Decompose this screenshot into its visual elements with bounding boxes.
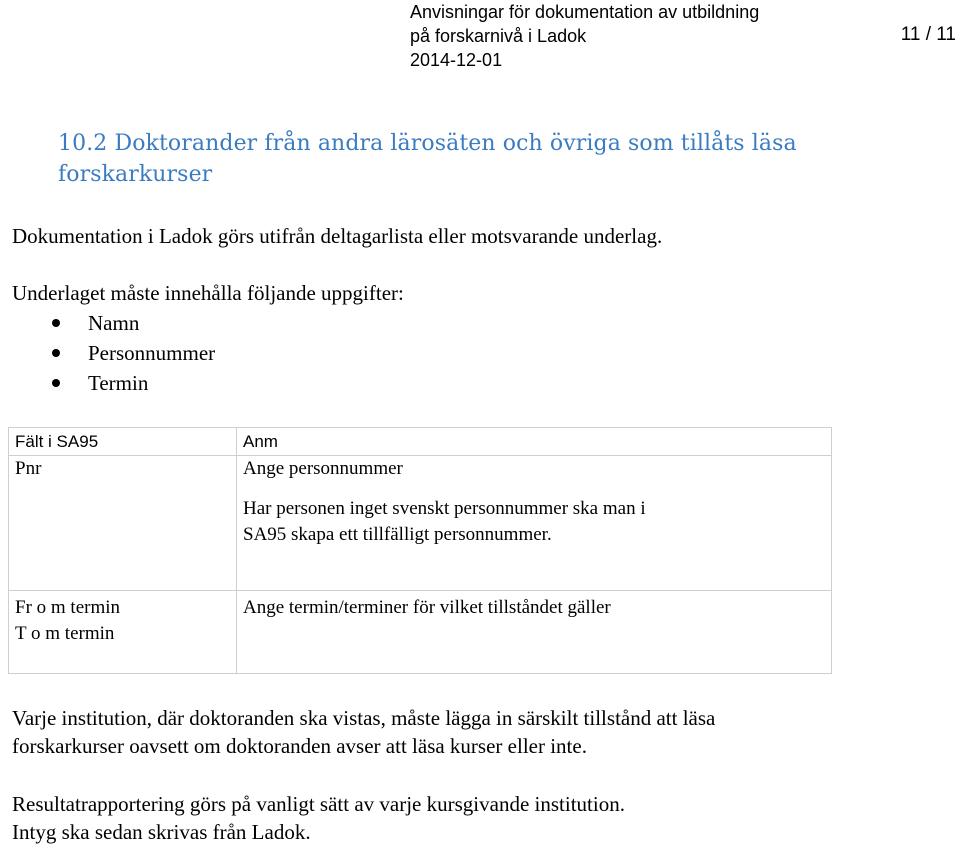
bullet-icon (52, 379, 60, 387)
table-row (9, 591, 832, 674)
field-note-extra: SA95 skapa ett tillfälligt personnummer. (243, 524, 552, 545)
field-note: Ange personnummer (243, 458, 403, 479)
table-header-cell (9, 428, 237, 456)
paragraph-reporting-line-2: Intyg ska sedan skrivas från Ladok. (12, 820, 311, 844)
table-cell (9, 456, 237, 591)
field-name: Fr o m termin (15, 597, 121, 618)
column-header-note: Anm (243, 432, 278, 451)
paragraph-permission-line-1: Varje institution, där doktoranden ska vistas, måste lägga in särskilt tillstånd att läsa (12, 706, 716, 730)
list-item-label: Namn (88, 311, 140, 335)
header-document-title: Anvisningar för dokumentation av utbildning (410, 2, 760, 22)
table-header-row (9, 428, 832, 456)
paragraph-permission-line-2: forskarkurser oavsett om doktoranden avser att läsa kurser eller inte. (12, 734, 587, 758)
column-header-field: Fält i SA95 (15, 432, 99, 451)
table-row (9, 456, 832, 591)
paragraph-requirements-intro: Underlaget måste innehålla följande uppgifter: (12, 281, 404, 305)
bullet-icon (52, 349, 60, 357)
field-note: Ange termin/terminer för vilket tillståndet gäller (243, 597, 611, 618)
list-item-label: Termin (88, 371, 149, 395)
table-cell (237, 591, 832, 674)
paragraph-documentation: Dokumentation i Ladok görs utifrån deltagarlista eller motsvarande underlag. (12, 224, 663, 248)
requirements-list (0, 308, 215, 398)
list-item-label: Personnummer (88, 341, 216, 365)
header-date: 2014-12-01 (410, 50, 503, 70)
field-note-extra: Har personen inget svenskt personnummer ska man i (243, 498, 646, 519)
section-heading-line-1: 10.2 Doktorander från andra lärosäten och övriga som tillåts läsa (58, 131, 797, 156)
table-cell (9, 591, 237, 674)
field-name: Pnr (15, 458, 42, 479)
paragraph-reporting-line-1: Resultatrapportering görs på vanligt sätt av varje kursgivande institution. (12, 792, 625, 816)
table-cell (237, 456, 832, 591)
list-item (0, 338, 215, 368)
section-heading (58, 128, 938, 190)
bullet-icon (52, 319, 60, 327)
field-name: T o m termin (15, 623, 115, 644)
header-document-subtitle: på forskarnivå i Ladok (410, 26, 587, 46)
list-item (0, 368, 215, 398)
section-heading-line-2: forskarkurser (58, 162, 213, 187)
page-header (410, 0, 960, 72)
field-table (8, 427, 832, 674)
table-header-cell (237, 428, 832, 456)
page-number: 11 / 11 (900, 24, 956, 45)
list-item (0, 308, 215, 338)
